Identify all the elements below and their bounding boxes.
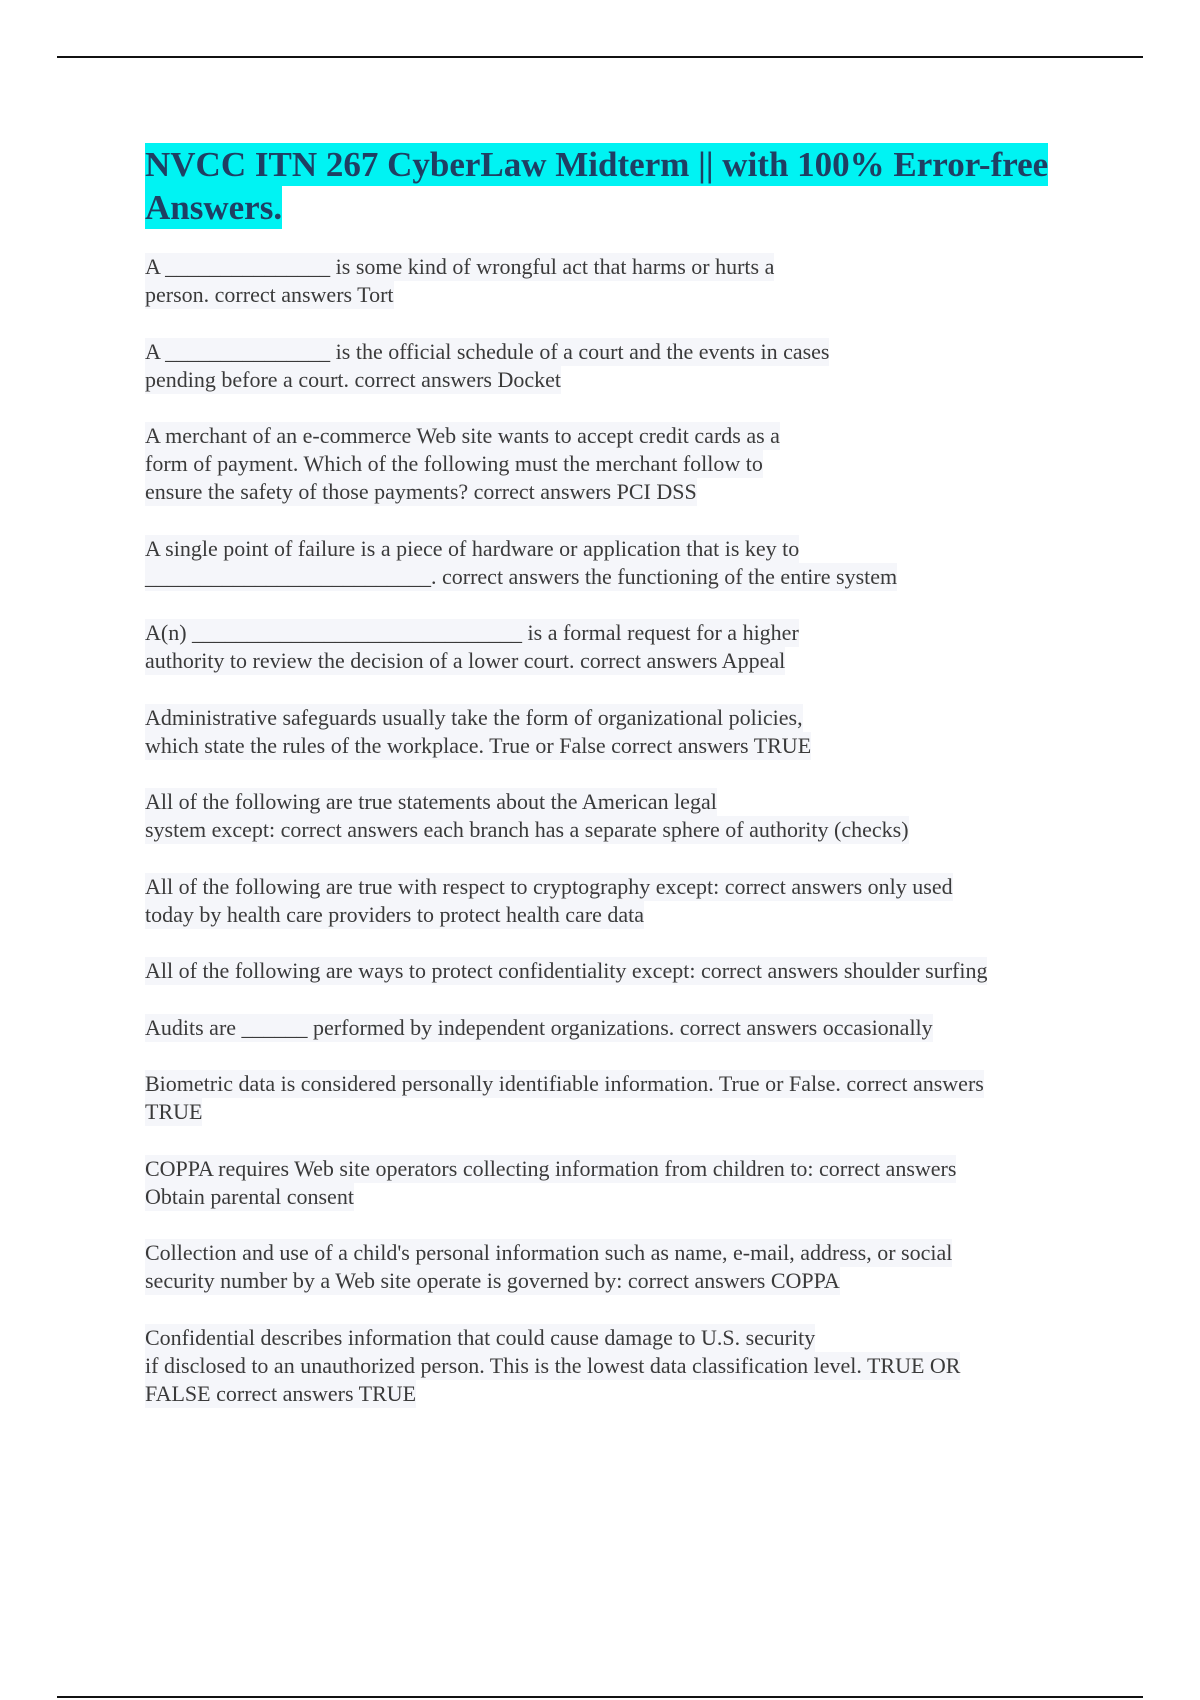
header-rule — [57, 56, 1143, 58]
qa-item — [145, 1324, 1090, 1408]
qa-item — [145, 704, 1090, 760]
qa-item — [145, 253, 1090, 309]
qa-item — [145, 422, 1090, 506]
document-title — [145, 143, 1090, 229]
qa-line: which state the rules of the workplace. True or False correct answers TRUE — [145, 732, 812, 758]
footer-rule — [57, 1696, 1143, 1698]
qa-line: A _______________ is the official schedule of a court and the events in cases — [145, 338, 830, 364]
qa-line: All of the following are true with respect to cryptography except: correct answers only used — [145, 873, 953, 899]
qa-line: Audits are ______ performed by independent organizations. correct answers occasionally — [145, 1014, 933, 1040]
qa-line: form of payment. Which of the following must the merchant follow to — [145, 451, 763, 476]
qa-item — [145, 957, 1090, 985]
qa-item — [145, 1239, 1090, 1295]
document-body — [145, 143, 1090, 1436]
qa-item — [145, 873, 1090, 929]
qa-item — [145, 535, 1090, 591]
qa-line: person. correct answers Tort — [145, 282, 394, 307]
title-highlight: NVCC ITN 267 CyberLaw Midterm || with 100% Error-free Answers. — [145, 145, 1049, 227]
qa-line: ensure the safety of those payments? correct answers PCI DSS — [145, 479, 697, 504]
qa-line: pending before a court. correct answers Docket — [145, 366, 561, 392]
qa-item — [145, 1014, 1090, 1042]
qa-line: Collection and use of a child's personal information such as name, e-mail, address, or social — [145, 1240, 953, 1265]
qa-item — [145, 619, 1090, 675]
qa-line: system except: correct answers each branch has a separate sphere of authority (checks) — [145, 817, 909, 842]
qa-item — [145, 338, 1090, 394]
qa-item — [145, 788, 1090, 844]
qa-line: FALSE correct answers TRUE — [145, 1380, 417, 1406]
qa-line: Confidential describes information that could cause damage to U.S. security — [145, 1324, 816, 1350]
qa-list — [145, 253, 1090, 1408]
qa-line: Administrative safeguards usually take the form of organizational policies, — [145, 704, 803, 730]
qa-line: Biometric data is considered personally identifiable information. True or False. correct answers — [145, 1071, 984, 1096]
qa-line: A merchant of an e-commerce Web site wants to accept credit cards as a — [145, 423, 780, 448]
qa-line: All of the following are true statements about the American legal — [145, 789, 717, 814]
qa-line: A _______________ is some kind of wrongful act that harms or hurts a — [145, 254, 775, 279]
qa-item — [145, 1070, 1090, 1126]
qa-line: security number by a Web site operate is governed by: correct answers COPPA — [145, 1268, 840, 1293]
qa-line: today by health care providers to protect health care data — [145, 901, 645, 927]
qa-line: All of the following are ways to protect confidentiality except: correct answers shoulder surfing — [145, 958, 988, 983]
qa-line: Obtain parental consent — [145, 1183, 354, 1209]
qa-line: A single point of failure is a piece of hardware or application that is key to — [145, 535, 800, 561]
qa-line: A(n) ______________________________ is a formal request for a higher — [145, 620, 799, 645]
qa-line: COPPA requires Web site operators collecting information from children to: correct answers — [145, 1155, 957, 1181]
qa-line: if disclosed to an unauthorized person. This is the lowest data classification level. TRUE OR — [145, 1352, 961, 1378]
qa-line: __________________________. correct answers the functioning of the entire system — [145, 563, 898, 589]
qa-line: authority to review the decision of a lower court. correct answers Appeal — [145, 648, 786, 673]
qa-item — [145, 1155, 1090, 1211]
qa-line: TRUE — [145, 1099, 203, 1124]
